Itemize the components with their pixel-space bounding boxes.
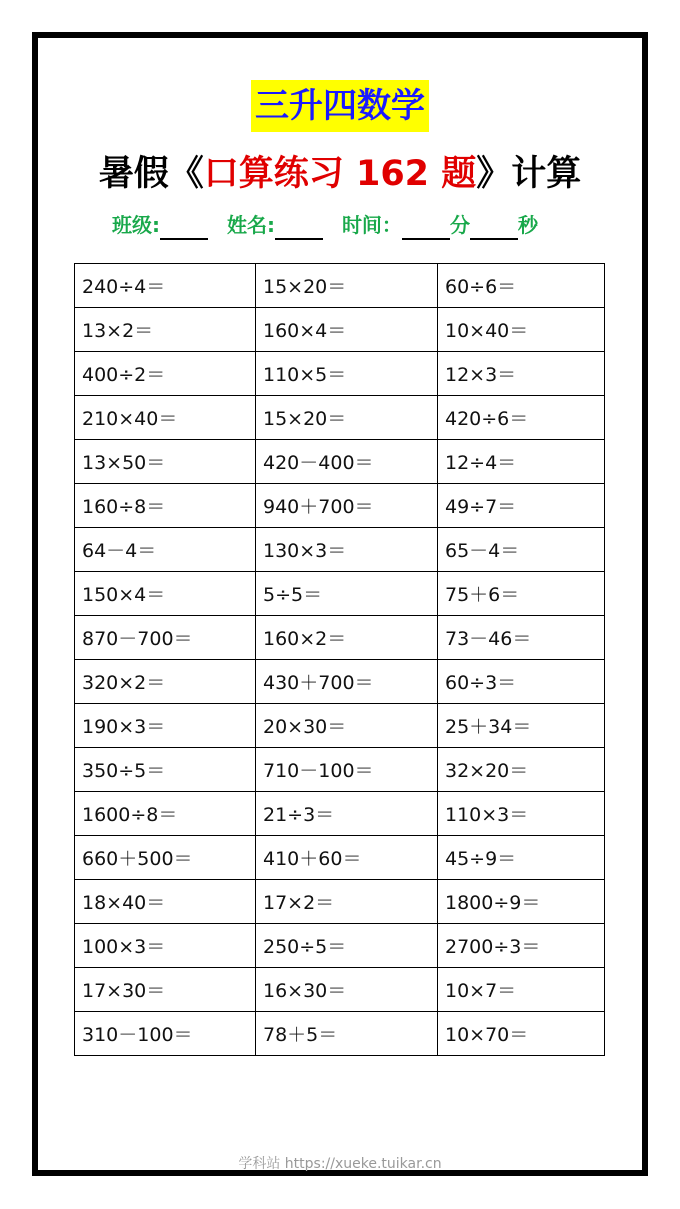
problem-cell: 12×3＝ bbox=[438, 352, 605, 396]
problem-cell: 10×7＝ bbox=[438, 968, 605, 1012]
problem-cell: 13×50＝ bbox=[75, 440, 256, 484]
title-wrap bbox=[38, 80, 642, 132]
problem-cell: 310－100＝ bbox=[75, 1012, 256, 1056]
table-row bbox=[75, 572, 605, 616]
problem-cell: 10×40＝ bbox=[438, 308, 605, 352]
problem-cell: 420－400＝ bbox=[256, 440, 438, 484]
problem-table bbox=[74, 263, 605, 1056]
problem-cell: 20×30＝ bbox=[256, 704, 438, 748]
problem-table-body bbox=[75, 264, 605, 1056]
problem-cell: 21÷3＝ bbox=[256, 792, 438, 836]
problem-cell: 32×20＝ bbox=[438, 748, 605, 792]
table-row bbox=[75, 264, 605, 308]
subtitle-prefix: 暑假《 bbox=[98, 154, 204, 194]
problem-cell: 240÷4＝ bbox=[75, 264, 256, 308]
problem-cell: 320×2＝ bbox=[75, 660, 256, 704]
problem-cell: 17×2＝ bbox=[256, 880, 438, 924]
problem-cell: 18×40＝ bbox=[75, 880, 256, 924]
minute-blank[interactable] bbox=[402, 216, 450, 240]
problem-cell: 410＋60＝ bbox=[256, 836, 438, 880]
problem-cell: 60÷6＝ bbox=[438, 264, 605, 308]
problem-cell: 350÷5＝ bbox=[75, 748, 256, 792]
class-label: 班级: bbox=[112, 213, 160, 237]
problem-cell: 210×40＝ bbox=[75, 396, 256, 440]
problem-cell: 15×20＝ bbox=[256, 396, 438, 440]
table-row bbox=[75, 440, 605, 484]
problem-cell: 12÷4＝ bbox=[438, 440, 605, 484]
table-row bbox=[75, 836, 605, 880]
problem-cell: 940＋700＝ bbox=[256, 484, 438, 528]
problem-cell: 160×4＝ bbox=[256, 308, 438, 352]
problem-cell: 130×3＝ bbox=[256, 528, 438, 572]
problem-cell: 15×20＝ bbox=[256, 264, 438, 308]
name-label: 姓名: bbox=[226, 213, 275, 237]
problem-cell: 710－100＝ bbox=[256, 748, 438, 792]
table-row bbox=[75, 968, 605, 1012]
problem-cell: 100×3＝ bbox=[75, 924, 256, 968]
problem-cell: 73－46＝ bbox=[438, 616, 605, 660]
student-info-line bbox=[112, 210, 538, 240]
table-row bbox=[75, 396, 605, 440]
problem-cell: 17×30＝ bbox=[75, 968, 256, 1012]
problem-cell: 430＋700＝ bbox=[256, 660, 438, 704]
table-row bbox=[75, 924, 605, 968]
problem-cell: 160÷8＝ bbox=[75, 484, 256, 528]
problem-cell: 10×70＝ bbox=[438, 1012, 605, 1056]
table-row bbox=[75, 1012, 605, 1056]
problem-cell: 110×5＝ bbox=[256, 352, 438, 396]
problem-cell: 1800÷9＝ bbox=[438, 880, 605, 924]
class-blank[interactable] bbox=[160, 216, 208, 240]
problem-cell: 16×30＝ bbox=[256, 968, 438, 1012]
second-label: 秒 bbox=[517, 213, 538, 237]
problem-cell: 5÷5＝ bbox=[256, 572, 438, 616]
problem-cell: 49÷7＝ bbox=[438, 484, 605, 528]
problem-cell: 45÷9＝ bbox=[438, 836, 605, 880]
worksheet-frame bbox=[32, 32, 648, 1176]
problem-cell: 420÷6＝ bbox=[438, 396, 605, 440]
problem-cell: 150×4＝ bbox=[75, 572, 256, 616]
problem-cell: 13×2＝ bbox=[75, 308, 256, 352]
problem-cell: 870－700＝ bbox=[75, 616, 256, 660]
second-blank[interactable] bbox=[470, 216, 518, 240]
table-row bbox=[75, 616, 605, 660]
problem-cell: 2700÷3＝ bbox=[438, 924, 605, 968]
time-label: 时间： bbox=[341, 213, 402, 237]
problem-cell: 190×3＝ bbox=[75, 704, 256, 748]
problem-cell: 110×3＝ bbox=[438, 792, 605, 836]
worksheet-title: 三升四数学 bbox=[251, 80, 429, 132]
table-row bbox=[75, 748, 605, 792]
problem-cell: 250÷5＝ bbox=[256, 924, 438, 968]
problem-cell: 78＋5＝ bbox=[256, 1012, 438, 1056]
name-blank[interactable] bbox=[275, 216, 323, 240]
problem-cell: 25＋34＝ bbox=[438, 704, 605, 748]
subtitle-highlight: 口算练习 162 题 bbox=[203, 154, 477, 194]
problem-cell: 160×2＝ bbox=[256, 616, 438, 660]
problem-cell: 64－4＝ bbox=[75, 528, 256, 572]
table-row bbox=[75, 704, 605, 748]
table-row bbox=[75, 660, 605, 704]
problem-cell: 65－4＝ bbox=[438, 528, 605, 572]
problem-cell: 75＋6＝ bbox=[438, 572, 605, 616]
problem-cell: 1600÷8＝ bbox=[75, 792, 256, 836]
problem-cell: 660＋500＝ bbox=[75, 836, 256, 880]
table-row bbox=[75, 792, 605, 836]
worksheet-subtitle bbox=[38, 150, 642, 198]
table-row bbox=[75, 308, 605, 352]
table-row bbox=[75, 352, 605, 396]
problem-cell: 400÷2＝ bbox=[75, 352, 256, 396]
problem-cell: 60÷3＝ bbox=[438, 660, 605, 704]
table-row bbox=[75, 484, 605, 528]
table-row bbox=[75, 880, 605, 924]
table-row bbox=[75, 528, 605, 572]
subtitle-suffix: 》计算 bbox=[476, 154, 582, 194]
footer-watermark: 学科站 https://xueke.tuikar.cn bbox=[238, 1156, 442, 1172]
minute-label: 分 bbox=[449, 213, 470, 237]
